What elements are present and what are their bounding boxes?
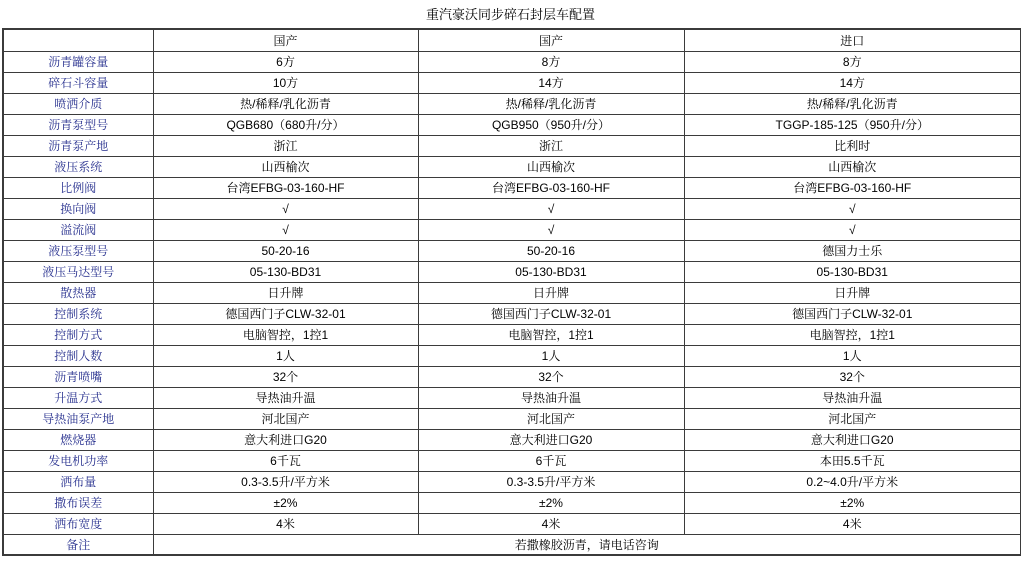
table-row [3, 408, 1021, 429]
spec-cell: 1人 [684, 345, 1021, 366]
row-label: 沥青泵产地 [3, 135, 153, 156]
table-row [3, 240, 1021, 261]
spec-cell: 6方 [153, 51, 418, 72]
row-label: 喷洒介质 [3, 93, 153, 114]
table-row [3, 93, 1021, 114]
spec-cell: 10方 [153, 72, 418, 93]
spec-cell: ±2% [153, 492, 418, 513]
column-header-domestic-1: 国产 [153, 29, 418, 51]
spec-cell: 0.3-3.5升/平方米 [153, 471, 418, 492]
spec-cell: 导热油升温 [153, 387, 418, 408]
table-row [3, 198, 1021, 219]
spec-cell: 意大利进口G20 [153, 429, 418, 450]
spec-cell: 山西榆次 [684, 156, 1021, 177]
spec-cell: 河北国产 [153, 408, 418, 429]
row-label: 换向阀 [3, 198, 153, 219]
spec-cell: 热/稀释/乳化沥青 [153, 93, 418, 114]
row-label: 控制人数 [3, 345, 153, 366]
table-row [3, 387, 1021, 408]
row-label: 导热油泵产地 [3, 408, 153, 429]
spec-cell: 台湾EFBG-03-160-HF [684, 177, 1021, 198]
row-label: 沥青罐容量 [3, 51, 153, 72]
table-row [3, 471, 1021, 492]
table-row [3, 513, 1021, 534]
spec-cell: 0.3-3.5升/平方米 [418, 471, 684, 492]
spec-cell: 德国西门子CLW-32-01 [153, 303, 418, 324]
spec-cell: 1人 [418, 345, 684, 366]
table-row [3, 324, 1021, 345]
row-label: 撒布误差 [3, 492, 153, 513]
spec-cell: 05-130-BD31 [418, 261, 684, 282]
spec-cell: QGB950（950升/分） [418, 114, 684, 135]
row-label: 沥青喷嘴 [3, 366, 153, 387]
spec-cell: ±2% [684, 492, 1021, 513]
row-label: 燃烧器 [3, 429, 153, 450]
table-row [3, 492, 1021, 513]
spec-cell: 电脑智控，1控1 [153, 324, 418, 345]
spec-cell: 32个 [418, 366, 684, 387]
spec-cell: √ [153, 198, 418, 219]
row-label: 发电机功率 [3, 450, 153, 471]
spec-table-header [3, 29, 1021, 51]
row-label: 沥青泵型号 [3, 114, 153, 135]
spec-cell: 比利时 [684, 135, 1021, 156]
spec-cell: 浙江 [418, 135, 684, 156]
spec-cell: 4米 [418, 513, 684, 534]
table-row [3, 156, 1021, 177]
spec-cell: 导热油升温 [684, 387, 1021, 408]
spec-cell: 8方 [684, 51, 1021, 72]
table-row [3, 177, 1021, 198]
spec-cell: √ [153, 219, 418, 240]
table-row [3, 51, 1021, 72]
spec-cell: 德国力士乐 [684, 240, 1021, 261]
spec-cell: 8方 [418, 51, 684, 72]
table-row [3, 114, 1021, 135]
spec-cell: QGB680（680升/分） [153, 114, 418, 135]
table-row [3, 282, 1021, 303]
spec-cell: 意大利进口G20 [684, 429, 1021, 450]
row-label: 液压系统 [3, 156, 153, 177]
row-label: 碎石斗容量 [3, 72, 153, 93]
spec-cell: 日升牌 [418, 282, 684, 303]
row-label: 比例阀 [3, 177, 153, 198]
spec-cell: 0.2~4.0升/平方米 [684, 471, 1021, 492]
spec-cell: 6千瓦 [418, 450, 684, 471]
spec-cell: 4米 [153, 513, 418, 534]
table-row [3, 345, 1021, 366]
row-label: 液压马达型号 [3, 261, 153, 282]
spec-cell: 山西榆次 [418, 156, 684, 177]
spec-cell: 1人 [153, 345, 418, 366]
spec-cell: 32个 [153, 366, 418, 387]
table-row [3, 219, 1021, 240]
corner-cell [3, 29, 153, 51]
spec-cell: ±2% [418, 492, 684, 513]
spec-cell: 河北国产 [418, 408, 684, 429]
row-label: 升温方式 [3, 387, 153, 408]
spec-cell: 4米 [684, 513, 1021, 534]
spec-cell: 日升牌 [153, 282, 418, 303]
spec-cell: 河北国产 [684, 408, 1021, 429]
table-row [3, 366, 1021, 387]
spec-cell: 电脑智控，1控1 [418, 324, 684, 345]
row-label: 溢流阀 [3, 219, 153, 240]
spec-cell: 德国西门子CLW-32-01 [684, 303, 1021, 324]
spec-cell: 50-20-16 [418, 240, 684, 261]
row-label: 控制方式 [3, 324, 153, 345]
row-label: 液压泵型号 [3, 240, 153, 261]
spec-cell: √ [684, 198, 1021, 219]
spec-cell: 导热油升温 [418, 387, 684, 408]
table-row [3, 72, 1021, 93]
spec-cell: 德国西门子CLW-32-01 [418, 303, 684, 324]
spec-cell: 32个 [684, 366, 1021, 387]
spec-cell: √ [684, 219, 1021, 240]
spec-cell: 台湾EFBG-03-160-HF [153, 177, 418, 198]
spec-cell: 14方 [684, 72, 1021, 93]
table-row [3, 450, 1021, 471]
spec-cell: 浙江 [153, 135, 418, 156]
spec-table-body [3, 51, 1021, 534]
spec-table-footer [3, 534, 1021, 555]
spec-table [2, 28, 1021, 556]
table-row [3, 135, 1021, 156]
spec-cell: 05-130-BD31 [153, 261, 418, 282]
row-label: 散热器 [3, 282, 153, 303]
spec-cell: 台湾EFBG-03-160-HF [418, 177, 684, 198]
spec-cell: 本田5.5千瓦 [684, 450, 1021, 471]
spec-cell: 日升牌 [684, 282, 1021, 303]
spec-cell: 热/稀释/乳化沥青 [418, 93, 684, 114]
table-row [3, 261, 1021, 282]
spec-cell: 热/稀释/乳化沥青 [684, 93, 1021, 114]
spec-cell: 山西榆次 [153, 156, 418, 177]
spec-cell: 意大利进口G20 [418, 429, 684, 450]
table-row [3, 303, 1021, 324]
row-label: 洒布量 [3, 471, 153, 492]
spec-cell: √ [418, 198, 684, 219]
remark-row [3, 534, 1021, 555]
row-label: 备注 [3, 534, 153, 555]
row-label: 洒布宽度 [3, 513, 153, 534]
column-header-domestic-2: 国产 [418, 29, 684, 51]
spec-cell: 05-130-BD31 [684, 261, 1021, 282]
row-label: 控制系统 [3, 303, 153, 324]
header-row [3, 29, 1021, 51]
table-row [3, 429, 1021, 450]
spec-cell: 50-20-16 [153, 240, 418, 261]
spec-cell: 电脑智控，1控1 [684, 324, 1021, 345]
spec-cell: 14方 [418, 72, 684, 93]
spec-cell: TGGP-185-125（950升/分） [684, 114, 1021, 135]
page-title: 重汽豪沃同步碎石封层车配置 [425, 7, 595, 22]
spec-cell: 6千瓦 [153, 450, 418, 471]
remark-value-cell: 若撒橡胶沥青，请电话咨询 [153, 534, 1021, 555]
spec-cell: √ [418, 219, 684, 240]
column-header-imported: 进口 [684, 29, 1021, 51]
